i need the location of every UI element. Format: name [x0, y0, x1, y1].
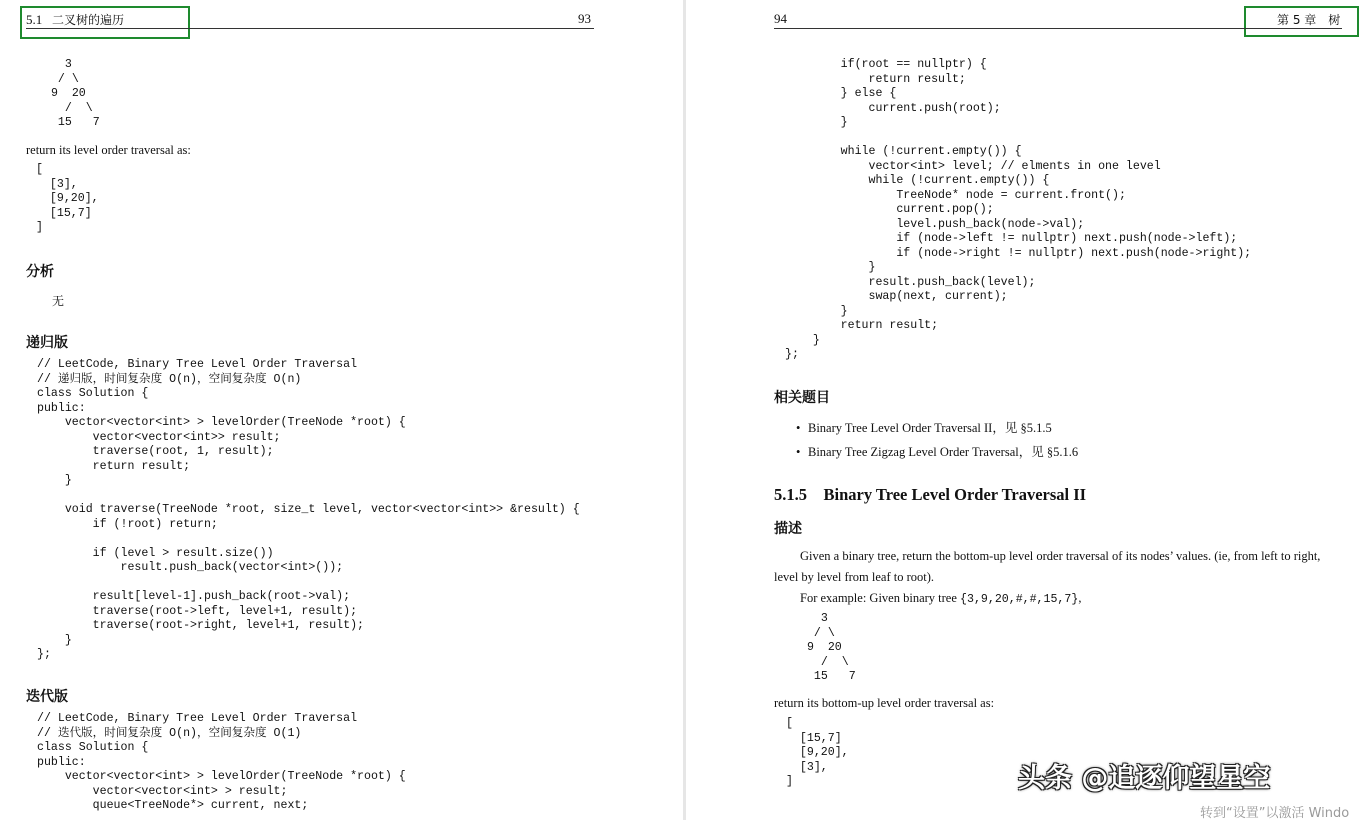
section-heading	[774, 485, 1086, 505]
example-line	[800, 591, 1081, 606]
page-number-left: 93	[578, 11, 591, 26]
related-item-label: Binary Tree Zigzag Level Order Traversal，见 §5.1.6	[808, 445, 1079, 459]
bullet-dot-icon: •	[796, 421, 801, 435]
toutiao-watermark: 头条 @追逐仰望星空	[1018, 763, 1271, 794]
section-title: Binary Tree Level Order Traversal II	[823, 485, 1087, 504]
header-section-title: 二叉树的遍历	[52, 13, 125, 27]
example-code: {3,9,20,#,#,15,7}	[960, 593, 1079, 606]
right-page	[688, 0, 1363, 820]
page-number-right: 94	[774, 11, 787, 26]
left-page	[0, 0, 682, 820]
header-section-number: 5.1	[26, 12, 43, 27]
description-line-2: level by level from leaf to root).	[774, 570, 935, 584]
recursive-code-block: // LeetCode, Binary Tree Level Order Traversal // 递归版，时间复杂度 O(n)，空间复杂度 O(n) class Solution { public: vector<vector<int> > levelOrder(TreeNode *root) { vector<vector<int>> result; traverse(root, 1, result); return result; } void traverse(TreeNode *root, size_t level, vector<vector<int>> &result) { if (!root) return; if (level > result.size()) result.push_back(vector<int>()); result[level-1].push_back(root->val); traverse(root->left, level+1, result); traverse(root->right, level+1, result); } };	[37, 358, 580, 661]
tree-example-left: 3 / \ 9 20 / \ 15 7	[50, 58, 100, 129]
page-gutter	[683, 0, 686, 820]
result-block-right: [ [15,7] [9,20], [3], ]	[786, 717, 849, 788]
header-rule-right	[774, 28, 1342, 29]
recursive-heading: 递归版	[26, 335, 68, 351]
related-heading: 相关题目	[774, 390, 830, 406]
description-heading: 描述	[774, 521, 802, 537]
analysis-heading: 分析	[26, 264, 54, 280]
header-rule-left	[26, 28, 594, 29]
iterative-heading: 迭代版	[26, 689, 68, 705]
iterative-code-block: // LeetCode, Binary Tree Level Order Traversal // 迭代版，时间复杂度 O(n)，空间复杂度 O(1) class Solution { public: vector<vector<int> > levelOrder(TreeNode *root) { vector<vector<int> > result; queue<TreeNode*> current, next;	[37, 712, 406, 812]
bullet-dot-icon: •	[796, 445, 801, 459]
windows-activation-notice: 转到“设置”以激活 Windo	[1200, 806, 1350, 821]
return-text-right: return its bottom-up level order traversal as:	[774, 696, 995, 710]
example-suffix: ,	[1078, 591, 1082, 605]
running-header-left	[26, 11, 124, 28]
section-number: 5.1.5	[774, 485, 807, 504]
description-line-1: Given a binary tree, return the bottom-up level order traversal of its nodes’ values. (ie, from left to right,	[800, 549, 1321, 563]
related-item[interactable]	[796, 442, 1078, 460]
example-prefix: For example: Given binary tree	[800, 591, 961, 605]
result-block-left: [ [3], [9,20], [15,7] ]	[36, 163, 99, 234]
analysis-body: 无	[52, 294, 65, 308]
related-item-label: Binary Tree Level Order Traversal II，见 §5.1.5	[808, 421, 1052, 435]
code-continuation-block: if(root == nullptr) { return result; } else { current.push(root); } while (!current.empty()) { vector<int> level; // elments in one level while (!current.empty()) { TreeNode* node = current.front(); current.pop(); level.push_back(node->val); if (node->left != nullptr) next.push(node->left); if (node->right != nullptr) next.push(node->right); } result.push_back(level); swap(next, current); } return result; } };	[785, 58, 1252, 361]
related-item[interactable]	[796, 418, 1052, 436]
return-text-left: return its level order traversal as:	[26, 143, 191, 157]
running-header-chapter: 第 5 章 树	[1277, 13, 1341, 27]
tree-example-right: 3 / \ 9 20 / \ 15 7	[806, 612, 856, 683]
